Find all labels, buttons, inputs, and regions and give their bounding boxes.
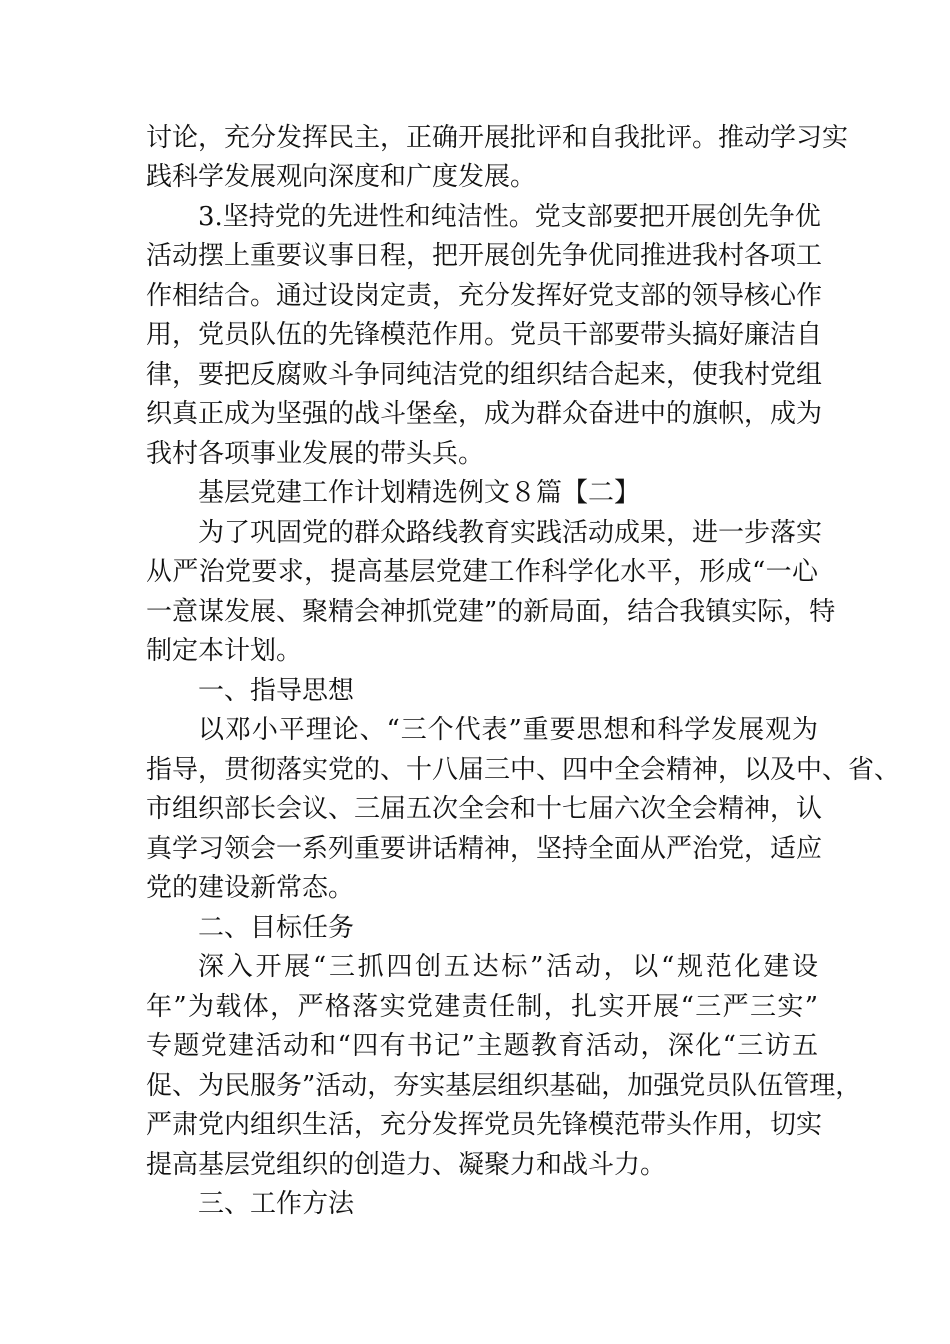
text-line: 促、为民服务”活动，夯实基层组织基础，加强党员队伍管理，	[146, 1071, 862, 1101]
text-line: 年”为载体，严格落实党建责任制，扎实开展“三严三实”	[146, 992, 818, 1022]
text-line: 一意谋发展、聚精会神抓党建”的新局面，结合我镇实际，特	[146, 597, 836, 627]
text-line: 市组织部长会议、三届五次全会和十七届六次全会精神，认	[146, 794, 823, 824]
list-item-heading: 3.坚持党的先进性和纯洁性。党支部要把开展创先争优	[198, 202, 821, 232]
text-line: 严肃党内组织生活，充分发挥党员先锋模范带头作用，切实	[146, 1110, 823, 1140]
text-line: 深入开展“三抓四创五达标”活动，以“规范化建设	[198, 952, 818, 982]
text-line: 制定本计划。	[146, 636, 303, 666]
section-heading: 三、工作方法	[198, 1189, 355, 1219]
section-title: 基层党建工作计划精选例文８篇【二】	[198, 478, 641, 508]
text-line: 我村各项事业发展的带头兵。	[146, 439, 485, 469]
text-line: 律，要把反腐败斗争同纯洁党的组织结合起来，使我村党组	[146, 360, 823, 390]
text-line: 用，党员队伍的先锋模范作用。党员干部要带头搞好廉洁自	[146, 320, 823, 350]
section-heading: 二、目标任务	[198, 913, 355, 943]
text-line: 作相结合。通过设岗定责，充分发挥好党支部的领导核心作	[146, 281, 823, 311]
text-line: 真学习领会一系列重要讲话精神，坚持全面从严治党，适应	[146, 834, 823, 864]
section-heading: 一、指导思想	[198, 676, 355, 706]
text-line: 指导，贯彻落实党的、十八届三中、四中全会精神，以及中、省、	[146, 755, 901, 785]
text-line: 提高基层党组织的创造力、凝聚力和战斗力。	[146, 1150, 667, 1180]
text-line: 讨论，充分发挥民主，正确开展批评和自我批评。推动学习实	[146, 123, 849, 153]
text-line: 以邓小平理论、“三个代表”重要思想和科学发展观为	[198, 715, 818, 745]
text-line: 织真正成为坚强的战斗堡垒，成为群众奋进中的旗帜，成为	[146, 399, 823, 429]
text-line: 党的建设新常态。	[146, 873, 355, 903]
text-line: 从严治党要求，提高基层党建工作科学化水平，形成“一心	[146, 557, 818, 587]
text-line: 践科学发展观向深度和广度发展。	[146, 162, 537, 192]
text-line: 为了巩固党的群众路线教育实践活动成果，进一步落实	[198, 518, 823, 548]
text-line: 活动摆上重要议事日程，把开展创先争优同推进我村各项工	[146, 241, 823, 271]
text-line: 专题党建活动和“四有书记”主题教育活动，深化“三访五	[146, 1031, 818, 1061]
